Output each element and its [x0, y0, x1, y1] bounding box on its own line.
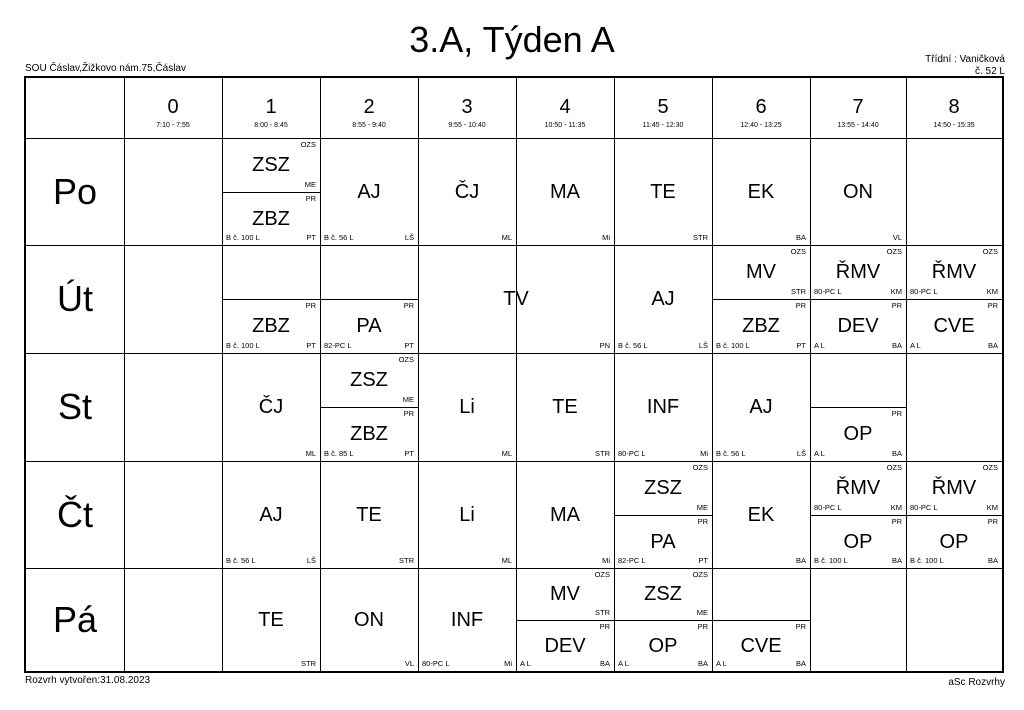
lesson-subject: DEV [544, 635, 586, 657]
period-number: 1 [265, 96, 277, 118]
lesson-card[interactable] [614, 620, 712, 671]
day-label: Út [57, 278, 93, 319]
lesson-teacher: KM [986, 503, 998, 512]
lesson-subject: AJ [651, 288, 675, 310]
page-title: 3.A, Týden A [409, 19, 615, 60]
lesson-group: PR [795, 301, 806, 310]
lesson-card[interactable] [614, 515, 712, 568]
lesson-subject: INF [646, 396, 680, 418]
lesson-subject: INF [450, 609, 484, 631]
lesson-group: OZS [300, 140, 316, 149]
lesson-subject: PA [650, 531, 676, 553]
lesson-teacher: BA [795, 659, 806, 668]
lesson-subject: Li [459, 396, 475, 418]
period-header [418, 78, 516, 138]
lesson-group: OZS [886, 247, 902, 256]
lesson-card[interactable] [712, 138, 810, 245]
lesson-group: PR [891, 301, 902, 310]
lesson-subject: TE [650, 181, 676, 203]
lesson-card[interactable] [810, 138, 906, 245]
column-divider [124, 78, 125, 671]
lesson-subject: Li [459, 504, 475, 526]
lesson-group: PR [305, 301, 316, 310]
period-time: 13:55 - 14:40 [837, 122, 879, 129]
lesson-room: 80-PC L [814, 287, 842, 296]
lesson-room: A L [520, 659, 531, 668]
lesson-teacher: PT [404, 449, 414, 458]
period-number: 3 [461, 96, 473, 118]
period-time: 9:55 - 10:40 [448, 122, 486, 129]
lesson-subject: EK [747, 181, 775, 203]
period-header [320, 78, 418, 138]
lesson-card[interactable] [712, 620, 810, 671]
period-header [712, 78, 810, 138]
lesson-teacher: STR [399, 556, 414, 565]
lesson-card[interactable] [810, 515, 906, 568]
lesson-room: 80-PC L [910, 287, 938, 296]
lesson-room: 80-PC L [814, 503, 842, 512]
class-teacher-info [925, 54, 1005, 78]
lesson-card[interactable] [418, 353, 516, 461]
day-label: Po [52, 171, 98, 212]
lesson-subject: ZBZ [252, 315, 290, 337]
lesson-group: OZS [982, 247, 998, 256]
lesson-teacher: BA [891, 449, 902, 458]
period-number: 0 [167, 96, 179, 118]
lesson-card[interactable] [614, 568, 712, 620]
lesson-room: A L [814, 449, 825, 458]
lesson-teacher: Mi [504, 659, 512, 668]
lesson-room: 80-PC L [422, 659, 450, 668]
lesson-group: OZS [692, 570, 708, 579]
school-address: SOU Čáslav,Žižkovo nám.75,Čáslav [25, 63, 186, 74]
lesson-card[interactable] [810, 407, 906, 461]
lesson-subject: MV [550, 583, 580, 605]
lesson-teacher: ML [305, 449, 316, 458]
lesson-teacher: STR [791, 287, 806, 296]
lesson-subject: ON [843, 181, 873, 203]
lesson-teacher: ME [696, 503, 708, 512]
lesson-card[interactable] [906, 515, 1002, 568]
period-time: 11:45 - 12:30 [642, 122, 684, 129]
lesson-teacher: STR [595, 449, 610, 458]
period-header [124, 78, 222, 138]
period-number: 4 [559, 96, 571, 118]
lesson-group: OZS [886, 463, 902, 472]
lesson-room: B č. 100 L [226, 233, 260, 242]
lesson-room: B č. 100 L [226, 341, 260, 350]
lesson-teacher: ML [501, 556, 512, 565]
lesson-card[interactable] [906, 461, 1002, 515]
lesson-room: B č. 56 L [324, 233, 354, 242]
lesson-subject: ZBZ [252, 208, 290, 230]
lesson-card[interactable] [418, 138, 516, 245]
period-header [516, 78, 614, 138]
lesson-card[interactable] [222, 299, 320, 353]
lesson-card[interactable] [222, 138, 320, 192]
lesson-teacher: BA [891, 341, 902, 350]
class-teacher: Třídní : Vaničková [925, 54, 1005, 65]
lesson-card[interactable] [222, 461, 320, 568]
lesson-card[interactable] [906, 245, 1002, 299]
lesson-group: PR [403, 301, 414, 310]
lesson-room: B č. 100 L [910, 556, 944, 565]
lesson-teacher: ME [304, 180, 316, 189]
lesson-subject: AJ [357, 181, 381, 203]
lesson-subject: MV [746, 261, 776, 283]
lesson-subject: ZSZ [350, 369, 388, 391]
lesson-group: PR [891, 517, 902, 526]
lesson-card[interactable] [516, 461, 614, 568]
lesson-card[interactable] [516, 138, 614, 245]
lesson-subject: MA [550, 181, 580, 203]
timetable-grid [24, 76, 1004, 673]
home-room: č. 52 L [974, 66, 1005, 77]
lesson-subject: ZBZ [742, 315, 780, 337]
lesson-subject: ON [354, 609, 384, 631]
lesson-subject: TE [258, 609, 284, 631]
lesson-subject: CVE [740, 635, 782, 657]
lesson-teacher: BA [795, 556, 806, 565]
lesson-teacher: PN [599, 341, 610, 350]
lesson-card[interactable] [320, 407, 418, 461]
lesson-teacher: BA [987, 556, 998, 565]
lesson-subject: TE [552, 396, 578, 418]
lesson-card[interactable] [320, 299, 418, 353]
lesson-subject: ŘMV [835, 477, 881, 499]
lesson-teacher: PT [698, 556, 708, 565]
period-time: 14:50 - 15:35 [933, 122, 975, 129]
lesson-teacher: ME [402, 395, 414, 404]
lesson-teacher: PT [404, 341, 414, 350]
lesson-teacher: PT [306, 233, 316, 242]
lesson-card[interactable] [810, 461, 906, 515]
lesson-subject: OP [939, 531, 969, 553]
software-credit: aSc Rozvrhy [948, 677, 1005, 688]
lesson-subject: ZBZ [350, 423, 388, 445]
lesson-room: B č. 56 L [618, 341, 648, 350]
lesson-subject: PA [356, 315, 382, 337]
lesson-card[interactable] [418, 245, 614, 353]
period-header [222, 78, 320, 138]
lesson-card[interactable] [906, 299, 1002, 353]
lesson-group: PR [987, 301, 998, 310]
lesson-card[interactable] [418, 461, 516, 568]
lesson-room: A L [910, 341, 921, 350]
lesson-teacher: BA [987, 341, 998, 350]
lesson-teacher: Mi [700, 449, 708, 458]
period-time: 10:50 - 11:35 [544, 122, 586, 129]
period-header [810, 78, 906, 138]
lesson-group: PR [697, 622, 708, 631]
day-label: St [57, 386, 92, 427]
lesson-teacher: PT [306, 341, 316, 350]
lesson-room: B č. 85 L [324, 449, 354, 458]
lesson-card[interactable] [222, 192, 320, 245]
period-number: 2 [363, 96, 375, 118]
lesson-teacher: VL [892, 233, 902, 242]
lesson-subject: DEV [837, 315, 879, 337]
lesson-subject: ŘMV [835, 261, 881, 283]
lesson-teacher: BA [795, 233, 806, 242]
lesson-room: 80-PC L [910, 503, 938, 512]
lesson-teacher: KM [890, 503, 902, 512]
lesson-group: PR [987, 517, 998, 526]
lesson-subject: ČJ [454, 181, 480, 203]
lesson-room: B č. 56 L [716, 449, 746, 458]
lesson-subject: ŘMV [931, 477, 977, 499]
lesson-card[interactable] [614, 353, 712, 461]
created-date: Rozvrh vytvořen:31.08.2023 [25, 675, 151, 686]
period-header [614, 78, 712, 138]
lesson-room: B č. 100 L [814, 556, 848, 565]
lesson-card[interactable] [516, 620, 614, 671]
lesson-card[interactable] [418, 568, 516, 671]
lesson-subject: ZSZ [644, 477, 682, 499]
lesson-group: PR [891, 409, 902, 418]
lesson-card[interactable] [614, 461, 712, 515]
lesson-room: 82-PC L [618, 556, 646, 565]
lesson-room: A L [618, 659, 629, 668]
lesson-card[interactable] [712, 299, 810, 353]
lesson-card[interactable] [810, 245, 906, 299]
lesson-teacher: BA [697, 659, 708, 668]
lesson-subject: TV [503, 288, 529, 310]
lesson-subject: ZSZ [644, 583, 682, 605]
lesson-teacher: PT [796, 341, 806, 350]
lesson-card[interactable] [614, 245, 712, 353]
lesson-subject: CVE [933, 315, 975, 337]
lesson-teacher: ME [696, 608, 708, 617]
lesson-teacher: ML [501, 449, 512, 458]
day-label: Pá [52, 599, 98, 640]
lesson-card[interactable] [320, 461, 418, 568]
lesson-teacher: KM [986, 287, 998, 296]
period-header [906, 78, 1002, 138]
lesson-teacher: Mi [602, 556, 610, 565]
period-number: 7 [852, 96, 864, 118]
lesson-room: 80-PC L [618, 449, 646, 458]
lesson-card[interactable] [614, 138, 712, 245]
lesson-card[interactable] [516, 568, 614, 620]
column-divider [906, 78, 907, 671]
lesson-subject: TE [356, 504, 382, 526]
period-time: 8:00 - 8:45 [254, 122, 288, 129]
lesson-teacher: BA [891, 556, 902, 565]
lesson-teacher: STR [693, 233, 708, 242]
lesson-subject: AJ [259, 504, 283, 526]
lesson-card[interactable] [320, 138, 418, 245]
lesson-group: PR [599, 622, 610, 631]
lesson-subject: ČJ [258, 396, 284, 418]
lesson-group: OZS [790, 247, 806, 256]
lesson-teacher: LŠ [404, 233, 414, 242]
period-time: 7:10 - 7:55 [156, 122, 190, 129]
day-label: Čt [57, 494, 93, 535]
lesson-card[interactable] [712, 461, 810, 568]
lesson-subject: OP [843, 531, 873, 553]
lesson-subject: EK [747, 504, 775, 526]
period-number: 8 [948, 96, 960, 118]
lesson-teacher: Mi [602, 233, 610, 242]
lesson-teacher: LŠ [796, 449, 806, 458]
lesson-subject: MA [550, 504, 580, 526]
lesson-card[interactable] [222, 568, 320, 671]
period-time: 8:55 - 9:40 [352, 122, 386, 129]
lesson-group: OZS [982, 463, 998, 472]
lesson-card[interactable] [712, 353, 810, 461]
lesson-card[interactable] [712, 245, 810, 299]
lesson-room: A L [716, 659, 727, 668]
lesson-teacher: KM [890, 287, 902, 296]
lesson-card[interactable] [516, 353, 614, 461]
lesson-room: B č. 56 L [226, 556, 256, 565]
lesson-teacher: ML [501, 233, 512, 242]
lesson-group: PR [403, 409, 414, 418]
lesson-room: B č. 100 L [716, 341, 750, 350]
lesson-card[interactable] [320, 568, 418, 671]
lesson-subject: ZSZ [252, 154, 290, 176]
lesson-subject: OP [648, 635, 678, 657]
lesson-teacher: STR [595, 608, 610, 617]
lesson-card[interactable] [320, 353, 418, 407]
lesson-card[interactable] [810, 299, 906, 353]
lesson-group: PR [795, 622, 806, 631]
lesson-group: OZS [692, 463, 708, 472]
lesson-subject: OP [843, 423, 873, 445]
lesson-teacher: LŠ [698, 341, 708, 350]
lesson-subject: AJ [749, 396, 773, 418]
lesson-subject: ŘMV [931, 261, 977, 283]
lesson-group: OZS [594, 570, 610, 579]
lesson-teacher: BA [599, 659, 610, 668]
period-time: 12:40 - 13:25 [740, 122, 782, 129]
period-number: 5 [657, 96, 669, 118]
lesson-room: A L [814, 341, 825, 350]
lesson-card[interactable] [222, 353, 320, 461]
lesson-group: OZS [398, 355, 414, 364]
lesson-group: PR [305, 194, 316, 203]
lesson-teacher: LŠ [306, 556, 316, 565]
lesson-teacher: VL [404, 659, 414, 668]
period-number: 6 [755, 96, 767, 118]
lesson-group: PR [697, 517, 708, 526]
lesson-room: 82-PC L [324, 341, 352, 350]
lesson-teacher: STR [301, 659, 316, 668]
